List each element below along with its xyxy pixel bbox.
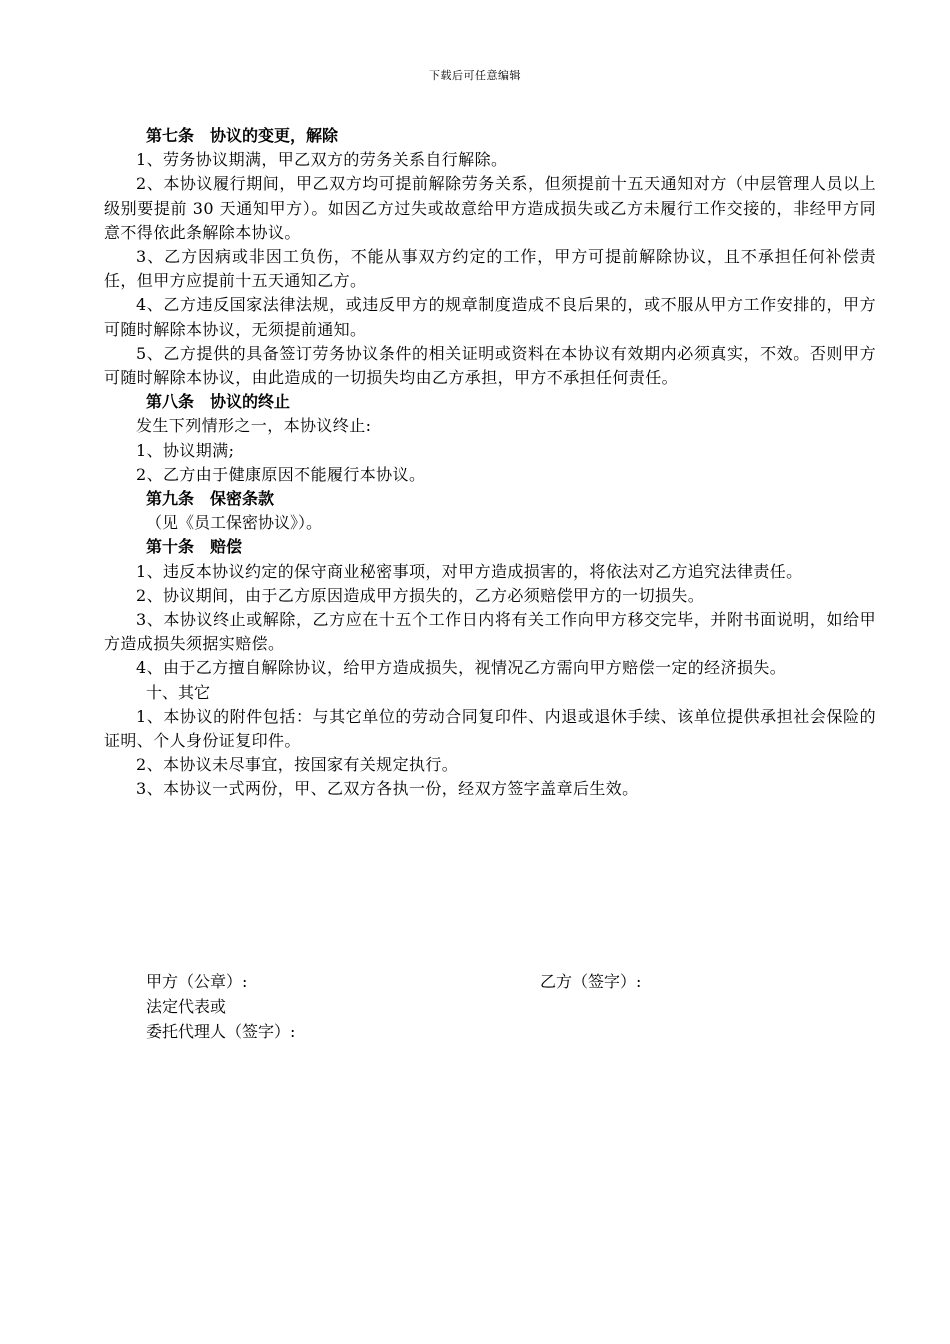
- paragraph: （见《员工保密协议》）。: [146, 513, 323, 533]
- paragraph: 2、乙方由于健康原因不能履行本协议。: [136, 464, 426, 484]
- page-header: 下载后可任意编辑: [429, 69, 521, 82]
- paragraph: 2、本协议履行期间，甲乙双方均可提前解除劳务关系，但须提前十五天通知对方（中层管理人员以上级别要提前 30 天通知甲方）。如因乙方过失或故意给甲方造成损失或乙方未履行工作交接的，非经甲方同意不得依此条解除本协议。: [104, 174, 876, 242]
- section-heading: 第十条 赔偿: [146, 537, 243, 557]
- paragraph: 1、违反本协议约定的保守商业秘密事项，对甲方造成损害的，将依法对乙方追究法律责任。: [136, 561, 803, 581]
- section-heading: 第七条 协议的变更，解除: [146, 126, 339, 145]
- paragraph: 2、本协议未尽事宜，按国家有关规定执行。: [136, 755, 459, 775]
- paragraph: 3、乙方因病或非因工负伤，不能从事双方约定的工作，甲方可提前解除协议，且不承担任何补偿责任，但甲方应提前十五天通知乙方。: [104, 247, 876, 291]
- paragraph: 4、乙方违反国家法律法规，或违反甲方的规章制度造成不良后果的，或不服从甲方工作安排的，甲方可随时解除本协议，无须提前通知。: [104, 295, 876, 339]
- document-body: [104, 124, 876, 802]
- party-a-signature-label: 甲方（公章）:: [146, 972, 248, 991]
- paragraph: 1、协议期满;: [136, 440, 235, 460]
- authorized-agent-label: 委托代理人（签字）:: [146, 1022, 296, 1041]
- section-heading: 十、其它: [146, 682, 211, 702]
- paragraph: 3、本协议一式两份，甲、乙双方各执一份，经双方签字盖章后生效。: [136, 779, 639, 799]
- paragraph: 4、由于乙方擅自解除协议，给甲方造成损失，视情况乙方需向甲方赔偿一定的经济损失。: [136, 658, 787, 678]
- paragraph: 1、劳务协议期满，甲乙双方的劳务关系自行解除。: [136, 150, 508, 170]
- section-heading: 第八条 协议的终止: [146, 392, 291, 412]
- paragraph: 2、协议期间，由于乙方原因造成甲方损失的，乙方必须赔偿甲方的一切损失。: [136, 585, 705, 605]
- section-heading: 第九条 保密条款: [146, 489, 275, 509]
- legal-representative-label: 法定代表或: [146, 997, 227, 1016]
- party-b-signature-label: 乙方（签字）:: [540, 972, 642, 991]
- paragraph: 1、本协议的附件包括：与其它单位的劳动合同复印件、内退或退休手续、该单位提供承担社会保险的证明、个人身份证复印件。: [104, 706, 876, 751]
- paragraph: 5、乙方提供的具备签订劳务协议条件的相关证明或资料在本协议有效期内必须真实，不效。否则甲方可随时解除本协议，由此造成的一切损失均由乙方承担，甲方不承担任何责任。: [104, 343, 876, 388]
- paragraph: 3、本协议终止或解除，乙方应在十五个工作日内将有关工作向甲方移交完毕，并附书面说明，如给甲方造成损失须据实赔偿。: [104, 610, 876, 654]
- paragraph: 发生下列情形之一，本协议终止:: [136, 416, 372, 436]
